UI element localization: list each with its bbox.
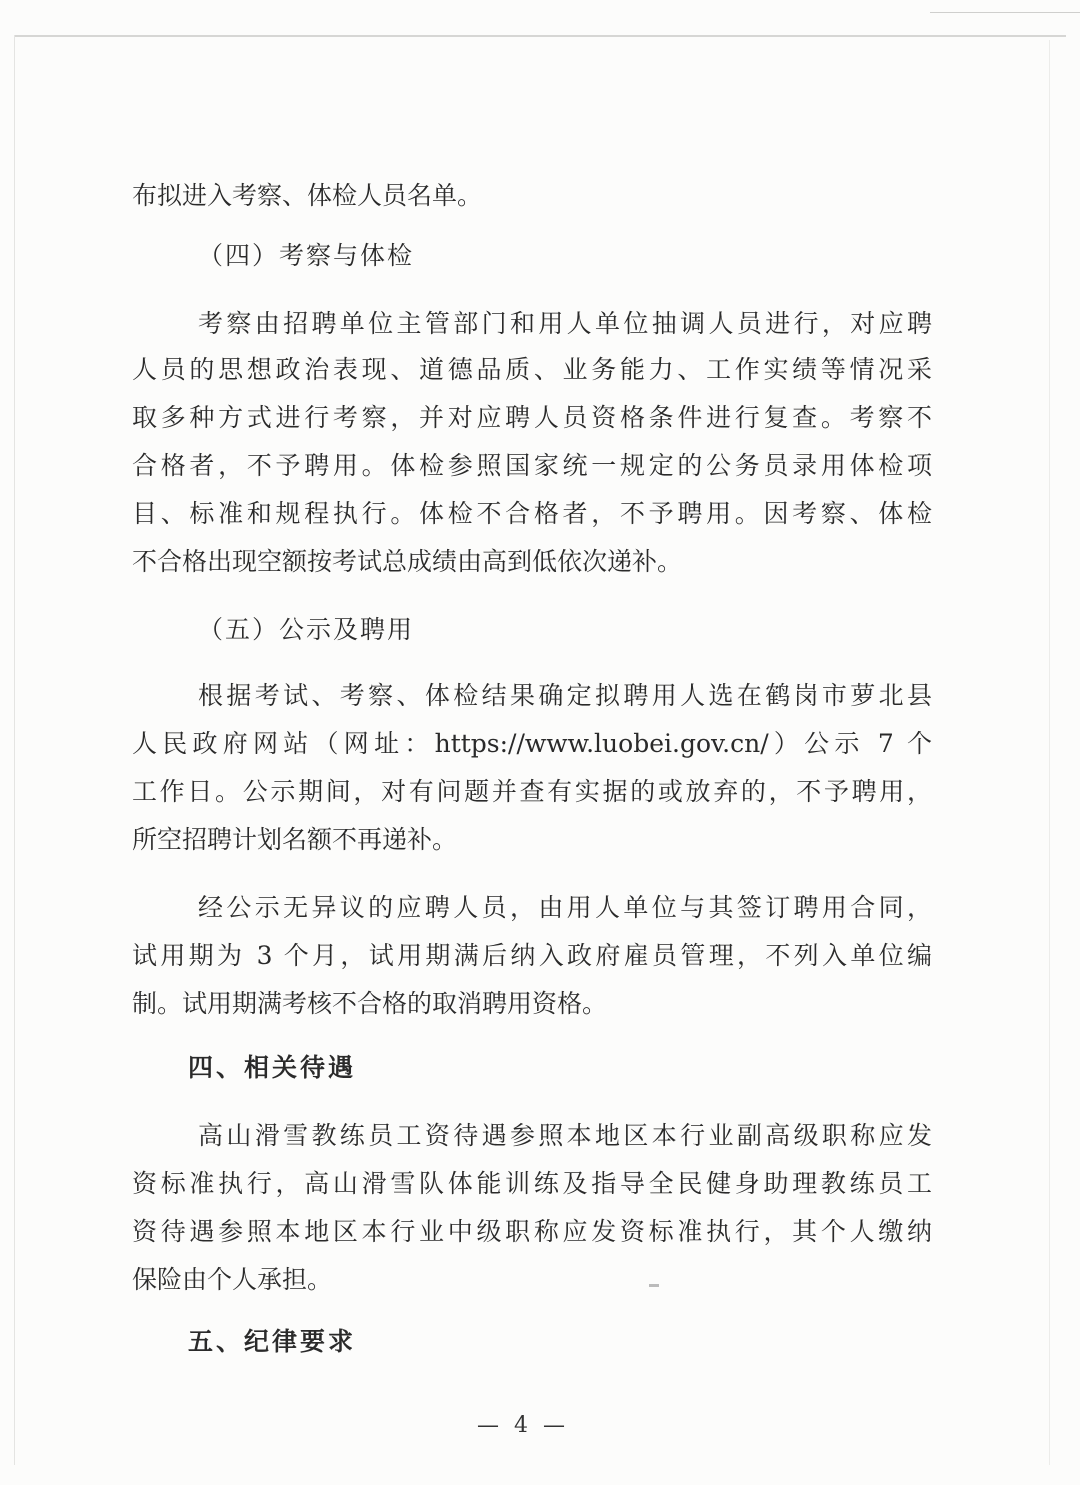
paragraph-line: 布拟进入考察、体检人员名单。 bbox=[132, 181, 483, 210]
subheading-publicity-employment: （五）公示及聘用 bbox=[198, 615, 415, 644]
scan-smudge bbox=[649, 1284, 659, 1287]
paragraph-line: 人员的思想政治表现、道德品质、业务能力、工作实绩等情况采 bbox=[132, 355, 932, 384]
scan-border-left bbox=[14, 35, 15, 1465]
paragraph-line: 所空招聘计划名额不再递补。 bbox=[132, 825, 458, 854]
paragraph-line: 试用期为 3 个月，试用期满后纳入政府雇员管理，不列入单位编 bbox=[132, 941, 932, 970]
paragraph-line: 工作日。公示期间，对有问题并查有实据的或放弃的，不予聘用， bbox=[132, 777, 932, 806]
scan-border-top-corner bbox=[930, 12, 1080, 13]
paragraph-line: 资标准执行，高山滑雪队体能训练及指导全民健身助理教练员工 bbox=[132, 1169, 932, 1198]
paragraph-line: 高山滑雪教练员工资待遇参照本地区本行业副高级职称应发 bbox=[198, 1121, 932, 1150]
section-heading-discipline: 五、纪律要求 bbox=[188, 1327, 357, 1356]
paragraph-line: 保险由个人承担。 bbox=[132, 1265, 333, 1294]
paragraph-line: 不合格出现空额按考试总成绩由高到低依次递补。 bbox=[132, 547, 683, 576]
paragraph-line: 取多种方式进行考察，并对应聘人员资格条件进行复查。考察不 bbox=[132, 403, 932, 432]
subheading-inspection-health-check: （四）考察与体检 bbox=[198, 241, 415, 270]
scan-border-top bbox=[14, 35, 1066, 37]
paragraph-line: 考察由招聘单位主管部门和用人单位抽调人员进行，对应聘 bbox=[198, 309, 932, 338]
scan-border-right bbox=[1049, 40, 1050, 1465]
page-number: — 4 — bbox=[477, 1413, 569, 1438]
paragraph-line: 合格者，不予聘用。体检参照国家统一规定的公务员录用体检项 bbox=[132, 451, 932, 480]
paragraph-line-with-url: 人民政府网站（网址：https://www.luobei.gov.cn/）公示 7 个 bbox=[132, 729, 932, 758]
paragraph-line: 制。试用期满考核不合格的取消聘用资格。 bbox=[132, 989, 608, 1018]
paragraph-line: 经公示无异议的应聘人员，由用人单位与其签订聘用合同， bbox=[198, 893, 932, 922]
section-heading-benefits: 四、相关待遇 bbox=[188, 1053, 357, 1082]
paragraph-line: 根据考试、考察、体检结果确定拟聘用人选在鹤岗市萝北县 bbox=[198, 681, 932, 710]
paragraph-line: 目、标准和规程执行。体检不合格者，不予聘用。因考察、体检 bbox=[132, 499, 932, 528]
paragraph-line: 资待遇参照本地区本行业中级职称应发资标准执行，其个人缴纳 bbox=[132, 1217, 932, 1246]
